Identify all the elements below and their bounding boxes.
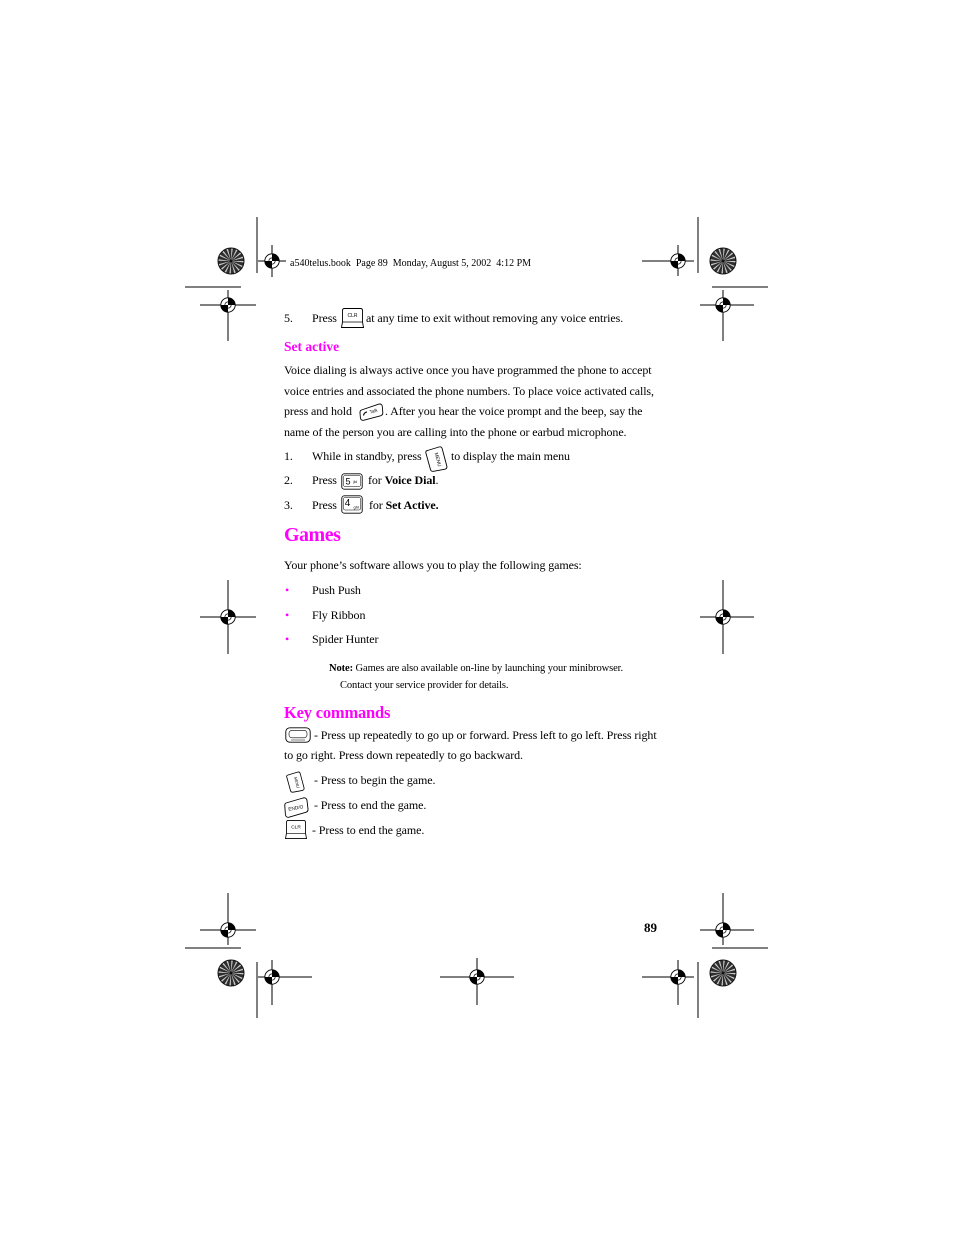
color-starburst <box>218 248 244 274</box>
talk-key-icon <box>359 403 384 421</box>
step-number: 3. <box>284 498 293 512</box>
color-starburst <box>710 960 736 986</box>
five-key-letters: jkl <box>353 479 358 484</box>
step-text: to display the main menu <box>451 449 570 463</box>
paragraph-line: press and hold <box>284 404 352 418</box>
step-text: Press <box>312 473 337 487</box>
key-command-text: - Press to begin the game. <box>314 773 436 787</box>
end-key-icon <box>284 797 309 818</box>
step-text <box>368 472 438 488</box>
registration-target <box>716 923 730 937</box>
menu-key-label: MENU <box>432 452 442 468</box>
note-label: Note: <box>329 663 353 674</box>
menu-key-icon <box>286 770 305 794</box>
step-text: Press <box>312 311 337 325</box>
end-key-label: END/O <box>288 805 304 813</box>
five-key-digit: 5 <box>345 476 351 487</box>
step-for-word: for <box>369 498 383 512</box>
section-heading-games: Games <box>284 524 341 546</box>
step-for-word: for <box>368 473 382 487</box>
step-number: 2. <box>284 473 293 487</box>
navigation-key-icon <box>285 727 311 743</box>
key-command-text: - Press to end the game. <box>314 798 427 812</box>
registration-target <box>671 970 685 984</box>
clr-key-label: CLR <box>347 313 358 319</box>
four-key-digit: 4 <box>344 498 351 509</box>
paragraph-line: voice entries and associated the phone numbers. To place voice activated calls, <box>284 384 654 398</box>
step-menu-option: Voice Dial <box>384 473 436 487</box>
step-text: at any time to exit without removing any voice entries. <box>366 311 624 325</box>
registration-target <box>221 923 235 937</box>
bullet: • <box>285 583 290 597</box>
game-list-item: Spider Hunter <box>312 632 379 646</box>
key-command-text: to go right. Press down repeatedly to go backward. <box>284 748 523 762</box>
paragraph-line: name of the person you are calling into the phone or earbud microphone. <box>284 425 627 439</box>
registration-target <box>221 298 235 312</box>
menu-key-icon <box>425 446 448 472</box>
note-text: Contact your service provider for details. <box>340 680 509 691</box>
step-period: . <box>435 473 439 487</box>
talk-key-label: Talk <box>369 407 379 415</box>
registration-target <box>716 298 730 312</box>
page-number: 89 <box>644 920 657 935</box>
registration-target <box>221 610 235 624</box>
step-menu-option: Set Active. <box>385 498 439 512</box>
step-text <box>369 497 439 513</box>
registration-target <box>671 254 685 268</box>
step-text: While in standby, press <box>312 449 422 463</box>
step-number: 5. <box>284 311 293 325</box>
games-intro: Your phone’s software allows you to play the following games: <box>284 558 582 572</box>
clr-key-icon <box>341 307 364 329</box>
paragraph-line: . After you hear the voice prompt and the beep, say the <box>385 404 643 418</box>
note-text: Games are also available on-line by launching your minibrowser. <box>355 663 624 674</box>
key-command-text: - Press up repeatedly to go up or forward. Press left to go left. Press right <box>314 728 657 742</box>
registration-target <box>265 970 279 984</box>
bullet: • <box>285 608 290 622</box>
menu-key-label: MENU <box>293 776 301 789</box>
note <box>329 662 623 676</box>
color-starburst <box>218 960 244 986</box>
four-key-icon <box>341 495 363 514</box>
clr-key-icon <box>284 819 308 840</box>
paragraph-line: Voice dialing is always active once you have programmed the phone to accept <box>284 363 652 377</box>
color-starburst <box>710 248 736 274</box>
registration-target <box>470 970 484 984</box>
step-number: 1. <box>284 449 293 463</box>
four-key-letters: ghi <box>353 504 359 510</box>
game-list-item: Push Push <box>312 583 361 597</box>
key-command-text: - Press to end the game. <box>312 823 425 837</box>
five-key-icon <box>341 473 363 490</box>
section-heading-key-commands: Key commands <box>284 703 391 722</box>
section-heading-set-active: Set active <box>284 339 340 354</box>
registration-target <box>716 610 730 624</box>
step-text: Press <box>312 498 337 512</box>
game-list-item: Fly Ribbon <box>312 608 366 622</box>
bullet: • <box>285 632 290 646</box>
clr-key-label: CLR <box>291 825 301 831</box>
print-stamp: a540telus.book Page 89 Monday, August 5, 2002 4:12 PM <box>290 258 532 269</box>
registration-target <box>265 254 279 268</box>
